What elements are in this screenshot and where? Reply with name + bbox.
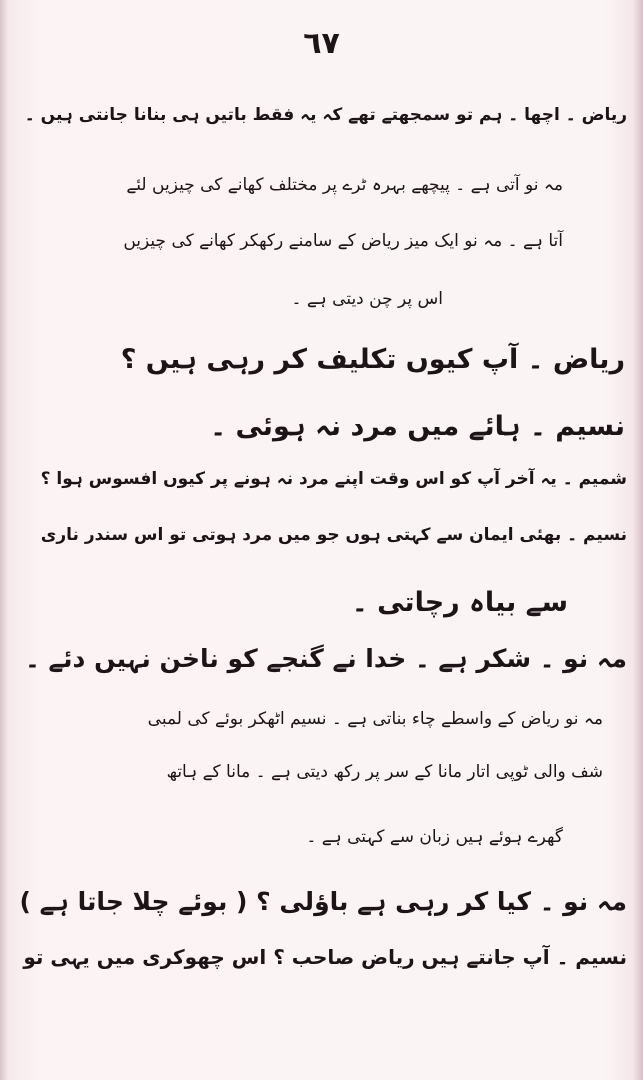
stage-direction-line-5: شف والی ٹوپی اتار مانا کے سر پر رکھ دیتی ہے ۔ مانا کے ہاتھ [166, 762, 603, 782]
stage-direction-line-2: آتا ہے ۔ مہ نو ایک میز ریاض کے سامنے رکھکر کھانے کی چیزیں [123, 231, 563, 251]
page-number: ٦٧ [303, 26, 340, 61]
dialogue-line-naseem-2: نسیم ۔ بھئی ایمان سے کہتی ہوں جو میں مرد ہوتی تو اس سندر ناری [40, 525, 627, 545]
stage-direction-line-6: گھرے ہوئے ہیں زبان سے کہتی ہے ۔ [306, 827, 563, 847]
dialogue-line-naseem-2-cont: سے بیاہ رچاتی ۔ [351, 587, 568, 618]
dialogue-line-mahnau-2: مہ نو ۔ کیا کر رہی ہے باؤلی ؟ ( بوئے چلا جاتا ہے ) [19, 887, 627, 916]
stage-direction-line-3: اس پر چن دیتی ہے ۔ [291, 289, 443, 309]
page-edge-left [0, 0, 8, 1080]
stage-direction-line-1: مہ نو آتی ہے ۔ پیچھے بہرہ ٹرے پر مختلف کھانے کی چیزیں لئے [126, 175, 563, 195]
stage-direction-line-4: مہ نو ریاض کے واسطے چاء بناتی ہے ۔ نسیم اٹھکر بوئے کی لمبی [147, 709, 603, 729]
dialogue-line-riaz-2: ریاض ۔ آپ کیوں تکلیف کر رہی ہیں ؟ [120, 344, 625, 375]
page-edge-right [633, 0, 643, 1080]
dialogue-line-naseem-1: نسیم ۔ ہائے میں مرد نہ ہوئی ۔ [210, 411, 625, 442]
dialogue-line-shamim-1: شمیم ۔ یہ آخر آپ کو اس وقت اپنے مرد نہ ہونے پر کیوں افسوس ہوا ؟ [40, 469, 627, 489]
dialogue-line-naseem-3: نسیم ۔ آپ جانتے ہیں ریاض صاحب ؟ اس چھوکری میں یہی تو [23, 945, 627, 969]
dialogue-line-riaz-1: ریاض ۔ اچھا ۔ ہم تو سمجھتے تھے کہ یہ فقط باتیں ہی بنانا جانتی ہیں ۔ [24, 105, 627, 125]
dialogue-line-mahnau-1: مہ نو ۔ شکر ہے ۔ خدا نے گنجے کو ناخن نہیں دئے ۔ [25, 644, 627, 673]
